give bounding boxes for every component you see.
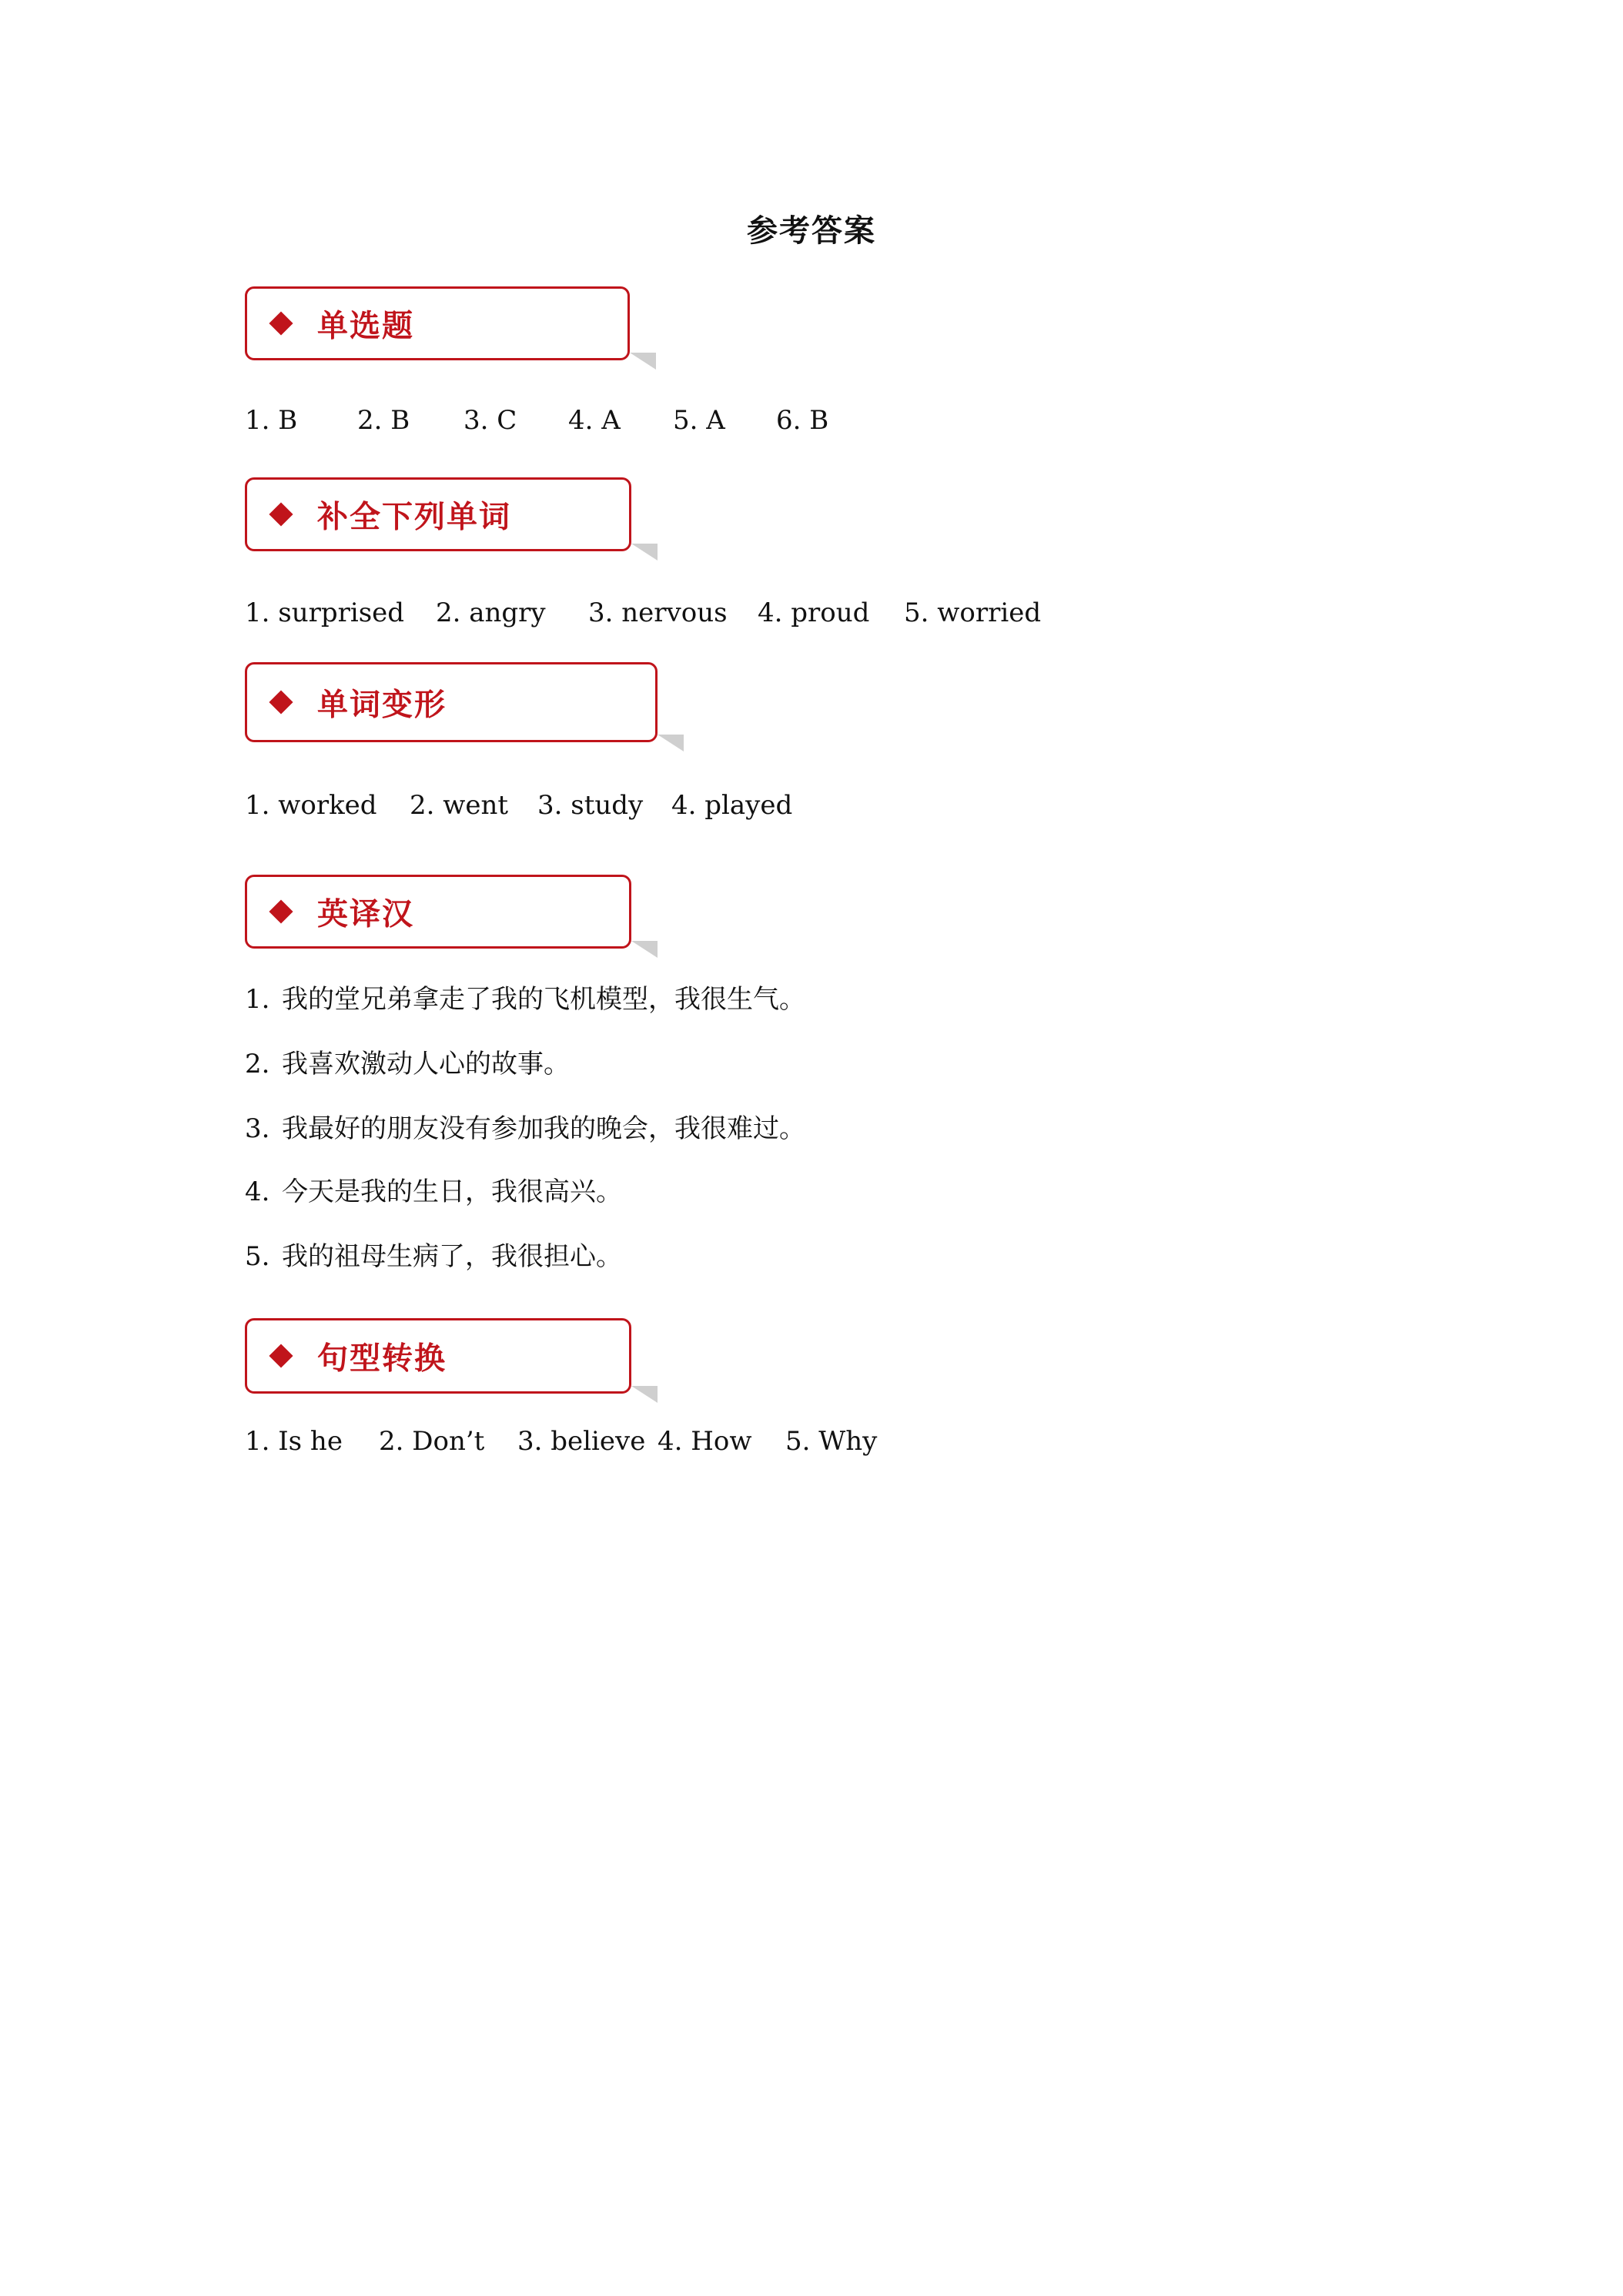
translation-line (245, 1170, 622, 1208)
section-header-single-choice (245, 286, 630, 360)
section-heading: 句型转换 (317, 1340, 447, 1377)
page-title: 参考答案 (747, 213, 876, 249)
answer-item: 2. Don’t (379, 1426, 485, 1457)
answer-item: 3. believe (517, 1426, 646, 1457)
translation-line (245, 1107, 805, 1145)
section-heading: 单选题 (317, 308, 414, 344)
header-shadow (630, 353, 656, 370)
answer-item: 4. A (568, 405, 621, 436)
translation-line (245, 1235, 622, 1273)
header-box (245, 286, 630, 360)
line-number: 1. (245, 984, 270, 1015)
answer-item: 5. A (673, 405, 725, 436)
answer-item: 4. proud (758, 597, 870, 628)
header-shadow (631, 941, 658, 958)
line-text: 我的堂兄弟拿走了我的飞机模型，我很生气。 (282, 984, 805, 1015)
answer-item: 3. C (463, 405, 517, 436)
answer-item: 1. Is he (245, 1426, 343, 1457)
translation-line (245, 1043, 570, 1080)
answer-item: 1. B (245, 405, 298, 436)
header-box (245, 662, 658, 742)
answer-item: 3. nervous (588, 597, 728, 628)
answer-item: 5. Why (785, 1426, 878, 1457)
translation-line (245, 978, 805, 1016)
answer-item: 2. went (410, 790, 509, 821)
header-shadow (631, 544, 658, 561)
line-number: 4. (245, 1176, 270, 1207)
answer-item: 5. worried (904, 597, 1042, 628)
line-number: 2. (245, 1049, 270, 1079)
answer-item: 2. B (357, 405, 410, 436)
line-text: 今天是我的生日，我很高兴。 (282, 1176, 622, 1207)
header-box (245, 875, 631, 949)
section-header-complete-words (245, 477, 631, 551)
answer-item: 4. played (671, 790, 793, 821)
section-heading: 英译汉 (317, 896, 414, 932)
answer-item: 3. study (537, 790, 644, 821)
section-header-sentence-transform (245, 1318, 631, 1394)
line-number: 5. (245, 1241, 270, 1272)
header-shadow (658, 735, 684, 751)
section-heading: 单词变形 (317, 687, 447, 723)
section-heading: 补全下列单词 (317, 499, 511, 535)
line-text: 我最好的朋友没有参加我的晚会，我很难过。 (282, 1113, 805, 1144)
section-header-translation (245, 875, 631, 949)
answer-item: 1. worked (245, 790, 377, 821)
answer-item: 1. surprised (245, 597, 405, 628)
section-header-word-forms (245, 662, 658, 742)
answer-item: 6. B (776, 405, 829, 436)
answer-item: 2. angry (436, 597, 546, 628)
line-number: 3. (245, 1113, 270, 1144)
line-text: 我喜欢激动人心的故事。 (282, 1049, 570, 1079)
header-shadow (631, 1386, 658, 1403)
answer-item: 4. How (658, 1426, 752, 1457)
line-text: 我的祖母生病了，我很担心。 (282, 1241, 622, 1272)
